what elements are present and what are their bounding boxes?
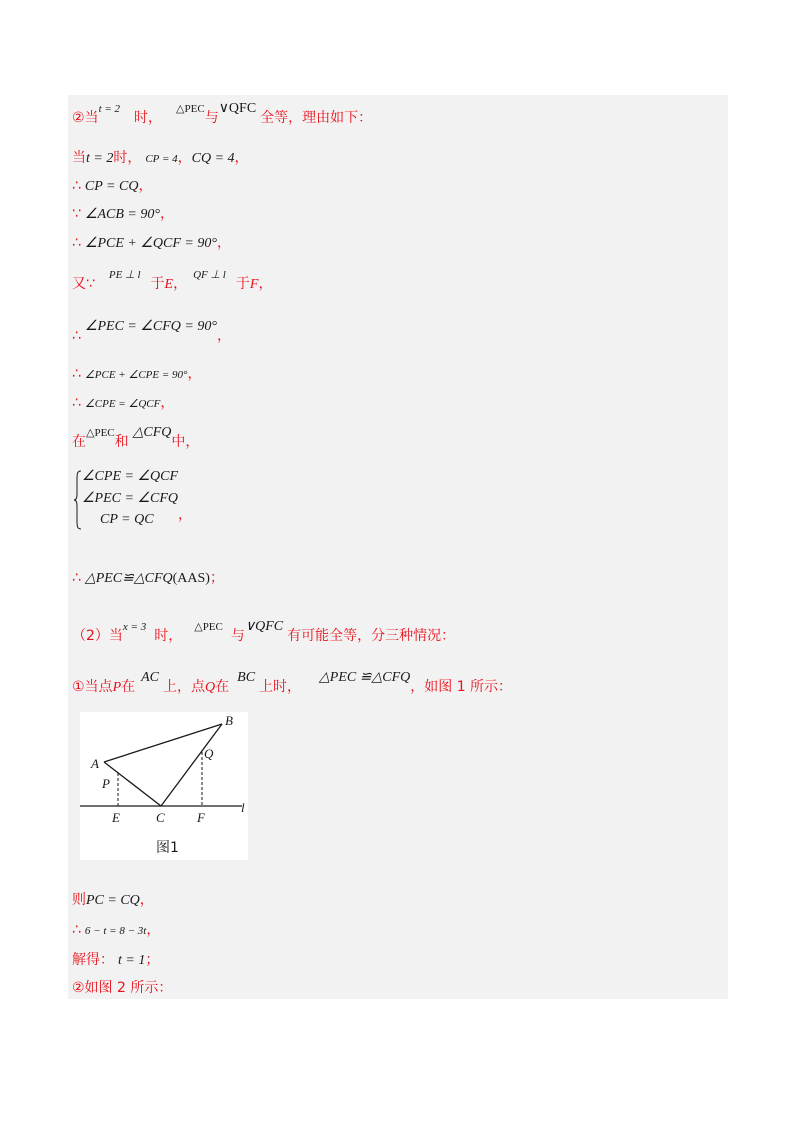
label-l: l: [241, 800, 245, 815]
system-row-1: ∠CPE = ∠QCF: [82, 469, 178, 484]
line-angle-sum: ∴ ∠PCE + ∠QCF = 90°，: [72, 235, 231, 251]
segment-cb: [161, 724, 222, 806]
figure-1-diagram: [80, 712, 248, 860]
line-congruence-aas: ∴ △PEC≌△CFQ(AAS)；: [72, 570, 224, 586]
label-c: C: [156, 810, 165, 825]
line-right-angles: ∴∠PEC = ∠CFQ = 90°，: [72, 319, 231, 344]
line-part2-intro: （2）当$^{x = 3}$时，$^{\triangle PEC}$与∨QFC有可能全等，分三种情况：: [72, 619, 456, 644]
label-e: E: [112, 810, 120, 825]
line-angle-equal: ∴ ∠CPE = ∠QCF，: [72, 395, 175, 411]
line-case2-figure: ②如图 2 所示：: [72, 980, 173, 996]
label-a: A: [91, 756, 99, 771]
system-row-3: CP = QC: [100, 512, 154, 527]
system-end: ，: [178, 508, 192, 523]
label-p: P: [102, 776, 110, 791]
solution-panel: [68, 95, 728, 999]
label-b: B: [225, 713, 233, 728]
line-case1: ①当点P在AC上，点Q在BC上时，△PEC ≌△CFQ，如图 1 所示：: [72, 670, 513, 695]
line-in-triangles: 在$^{\triangle PEC}$和△CFQ中，: [72, 425, 200, 450]
line-pc-eq-cq: 则PC = CQ，: [72, 892, 154, 908]
line-perpendiculars: 又∵$^{PE \perp l}$于E，$^{QF \perp l}$于F，: [72, 269, 273, 292]
equation-system: [74, 468, 204, 534]
label-q: Q: [204, 746, 214, 761]
figure-caption: 图1: [156, 840, 179, 856]
line-angle-acb: ∵ ∠ACB = 90°，: [72, 206, 174, 222]
system-row-2: ∠PEC = ∠CFQ: [82, 491, 178, 506]
segment-ac: [104, 762, 161, 806]
line-solution: 解得： t = 1；: [72, 952, 160, 968]
line-cp-eq-cq: ∴ CP = CQ，: [72, 178, 153, 194]
left-brace-icon: [74, 470, 82, 530]
line-equation: ∴ 6 − t = 8 − 3t，: [72, 922, 161, 938]
line-cp-cq-values: 当t = 2时， CP = 4，CQ = 4，: [72, 150, 249, 166]
line-case2-intro: ②当$^{t = 2}$时，$^{\triangle PEC}$与∨QFC全等，理由如下：: [72, 101, 373, 126]
line-angle-sum-2: ∴ ∠PCE + ∠CPE = 90°，: [72, 366, 202, 382]
figure-1: [80, 712, 248, 860]
label-f: F: [197, 810, 205, 825]
